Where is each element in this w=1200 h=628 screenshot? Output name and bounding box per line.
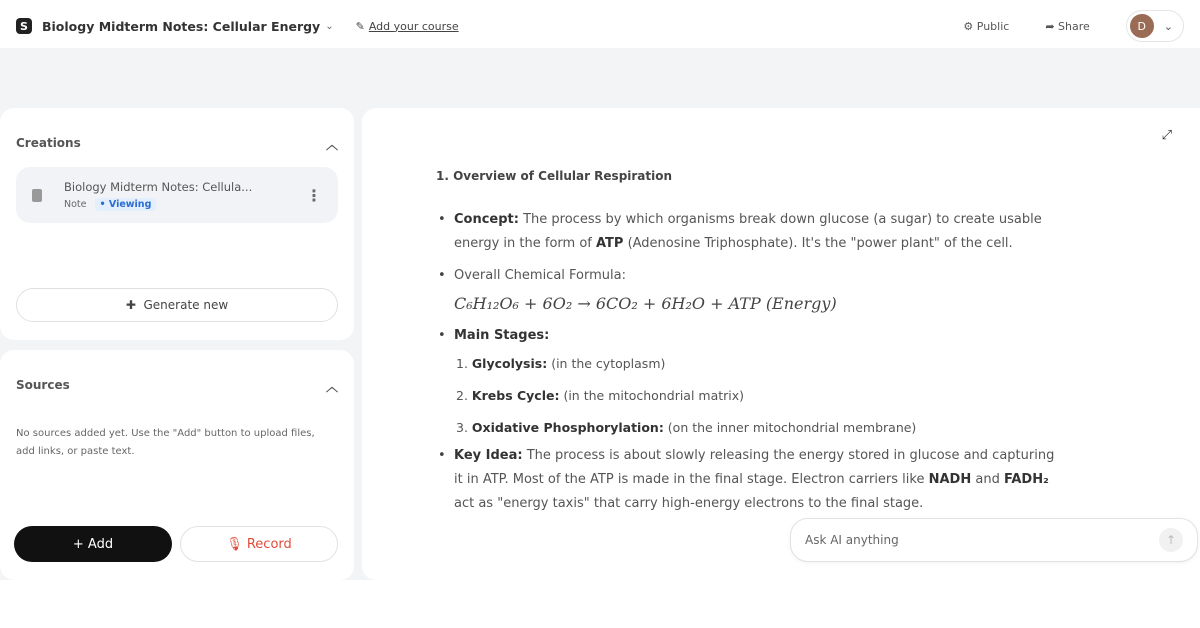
microphone-icon: 🎙 bbox=[226, 536, 243, 552]
share-icon: ➦ bbox=[1045, 19, 1055, 33]
pencil-icon: ✎ bbox=[355, 19, 365, 33]
stage-item: 1. Glycolysis: (in the cytoplasm) bbox=[456, 356, 666, 371]
note-title[interactable]: Biology Midterm Notes: Cellular Energy bbox=[42, 18, 321, 34]
concept-bullet: • Concept: The process by which organisms break down glucose (a sugar) to create usable energy in the form of ATP (Adenosine Triphosphate). It's the "power plant" of the cell. bbox=[436, 208, 1056, 256]
formula-bullet: • Overall Chemical Formula: C₆H₁₂O₆ + 6O₂ → 6CO₂ + 6H₂O + ATP (Energy) bbox=[436, 264, 1056, 316]
share-button[interactable]: ➦ Share bbox=[1045, 19, 1090, 33]
chemical-formula: C₆H₁₂O₆ + 6O₂ → 6CO₂ + 6H₂O + ATP (Energy) bbox=[454, 294, 837, 313]
ask-ai-placeholder: Ask AI anything bbox=[805, 533, 899, 547]
ask-ai-input[interactable] bbox=[790, 518, 1198, 562]
note-document bbox=[436, 164, 1056, 524]
note-content-panel bbox=[362, 108, 1200, 580]
section-heading: 1. Overview of Cellular Respiration bbox=[436, 169, 673, 183]
sources-heading: Sources bbox=[16, 378, 70, 392]
add-source-button[interactable]: + Add bbox=[14, 526, 172, 562]
status-badge: • Viewing bbox=[95, 198, 157, 211]
more-options-icon[interactable]: ⋮ bbox=[306, 185, 322, 205]
creation-type: Note bbox=[64, 199, 87, 210]
expand-icon[interactable]: ⤢ bbox=[1161, 128, 1172, 143]
send-arrow-icon[interactable]: ↑ bbox=[1159, 528, 1183, 552]
record-button[interactable]: 🎙 Record bbox=[180, 526, 338, 562]
app-logo-icon[interactable]: S bbox=[16, 18, 32, 34]
stages-bullet: • Main Stages: 1. Glycolysis: (in the cytoplasm) 2. Krebs Cycle: (in the mitochondrial matrix) 3. Oxidative Phosphorylation: (on the inner mitochondrial membrane) bbox=[436, 324, 1056, 444]
sources-empty-text: No sources added yet. Use the "Add" button to upload files, add links, or paste text. bbox=[16, 428, 315, 457]
account-menu[interactable] bbox=[1126, 10, 1184, 42]
top-bar bbox=[0, 0, 1200, 52]
stage-item: 2. Krebs Cycle: (in the mitochondrial matrix) bbox=[456, 388, 745, 403]
creation-title: Biology Midterm Notes: Cellula... bbox=[64, 180, 253, 194]
chevron-down-icon: ⌄ bbox=[1163, 19, 1173, 33]
stage-item: 3. Oxidative Phosphorylation: (on the inner mitochondrial membrane) bbox=[456, 420, 917, 435]
collapse-creations-icon[interactable]: ︿ bbox=[325, 138, 338, 152]
creations-heading: Creations bbox=[16, 136, 81, 150]
sources-panel bbox=[0, 350, 354, 580]
globe-icon: ⚙ bbox=[963, 19, 974, 33]
creation-item[interactable] bbox=[16, 167, 338, 223]
generate-new-button[interactable]: ✚ Generate new bbox=[16, 288, 338, 322]
document-icon bbox=[32, 189, 42, 202]
key-idea-bullet: • Key Idea: The process is about slowly releasing the energy stored in glucose and capturing it in ATP. Most of the ATP is made in the final stage. Electron carriers like NADH and FADH₂ act as "energy taxis" that carry high-energy electrons to the final stage. bbox=[436, 444, 1056, 516]
chevron-down-icon[interactable]: ⌄ bbox=[325, 20, 334, 32]
public-button[interactable]: ⚙ Public bbox=[963, 19, 1010, 33]
avatar: D bbox=[1130, 14, 1154, 38]
collapse-sources-icon[interactable]: ︿ bbox=[325, 380, 338, 394]
creations-panel bbox=[0, 108, 354, 340]
add-course-link[interactable]: ✎ Add your course bbox=[355, 19, 459, 33]
